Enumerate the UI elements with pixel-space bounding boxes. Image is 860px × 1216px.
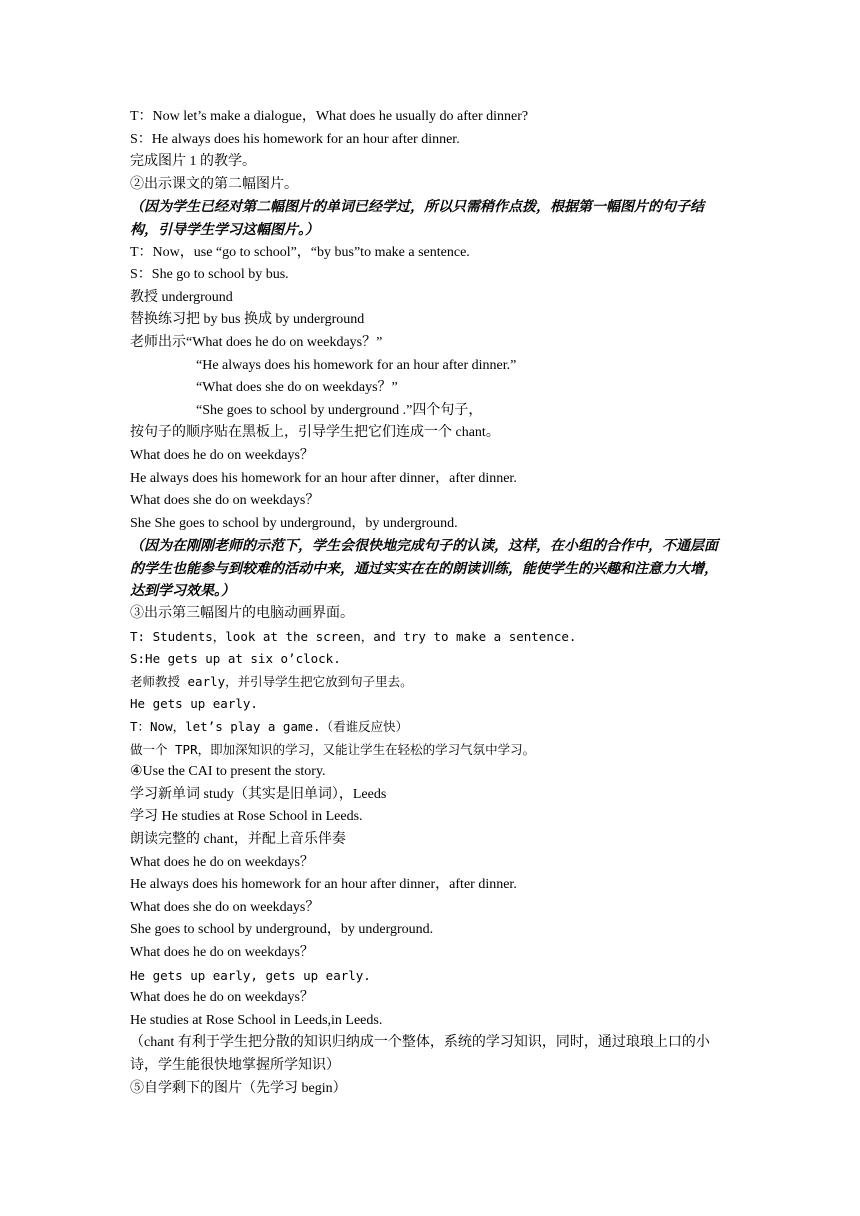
teaching-note: （chant 有利于学生把分散的知识归纳成一个整体，系统的学习知识，同时，通过琅琅上口的小诗，学生能很快地掌握所学知识） [130,1035,710,1073]
chant-line: What does he do on weekdays？ [130,944,314,960]
chant-line: He gets up early, gets up early. [130,967,371,983]
chant-line: What does he do on weekdays？ [130,447,314,463]
text-line: 教授 underground [130,289,233,305]
chant-line: What does he do on weekdays？ [130,854,314,870]
teaching-note: （因为学生已经对第二幅图片的单词已经学过，所以只需稍作点拨，根据第一幅图片的句子结构，引导学生学习这幅图片。） [130,199,704,238]
step-heading: ⑤自学剩下的图片（先学习 begin） [130,1080,347,1096]
dialogue-line: T：Now let’s make a dialogue，What does he usually do after dinner? [130,109,529,124]
chant-line: She goes to school by underground，by underground. [130,922,434,938]
chant-line: He always does his homework for an hour after dinner，after dinner. [130,470,517,486]
dialogue-line: S：He always does his homework for an hour after dinner. [130,131,460,147]
teaching-note: （因为在刚刚老师的示范下，学生会很快地完成句子的认读，这样，在小组的合作中，不通层面的学生也能参与到较难的活动中来，通过实实在在的朗读训练，能使学生的兴趣和注意力大增，达到学习效果。） [130,538,718,600]
text-line: 替换练习把 by bus 换成 by underground [130,312,365,328]
step-heading: ④Use the CAI to present the story. [130,764,326,780]
chant-line: She She goes to school by underground，by underground. [130,515,458,531]
document-page [130,106,730,1100]
text-line: 完成图片 1 的教学。 [130,154,256,170]
text-line: 学习 He studies at Rose School in Leeds. [130,809,363,825]
dialogue-line: S:He gets up at six o’clock. [130,651,341,667]
dialogue-line: T: Students，look at the screen，and try to make a sentence. [130,628,577,644]
step-heading: ②出示课文的第二幅图片。 [130,176,298,192]
chant-line: He always does his homework for an hour after dinner，after dinner. [130,877,517,893]
chant-line: What does he do on weekdays？ [130,990,314,1006]
chant-line: What does she do on weekdays？ [130,493,320,509]
dialogue-line: T：Now，let’s play a game.（看谁反应快） [130,719,409,735]
dialogue-line: S：She go to school by bus. [130,267,289,283]
text-line: 朗读完整的 chant，并配上音乐伴奏 [130,832,346,847]
text-line: 做一个 TPR，即加深知识的学习，又能让学生在轻松的学习气氛中学习。 [130,741,536,757]
step-heading: ③出示第三幅图片的电脑动画界面。 [130,606,354,622]
text-line: 学习新单词 study（其实是旧单词），Leeds [130,786,387,802]
text-line: He gets up early. [130,696,258,712]
dialogue-line: T：Now，use “go to school”，“by bus”to make a sentence. [130,244,470,260]
text-line: 按句子的顺序贴在黑板上，引导学生把它们连成一个 chant。 [130,425,500,441]
text-line: 老师教授 early，并引导学生把它放到句子里去。 [130,673,413,689]
text-line: 老师出示“What does he do on weekdays？” [130,334,383,350]
quoted-sentence: “He always does his homework for an hour after dinner.” [196,357,517,373]
quoted-sentence: “She goes to school by underground .”四个句子， [196,402,483,418]
chant-line: What does she do on weekdays？ [130,899,320,915]
chant-line: He studies at Rose School in Leeds,in Leeds. [130,1012,383,1028]
quoted-sentence: “What does she do on weekdays？” [196,380,398,396]
